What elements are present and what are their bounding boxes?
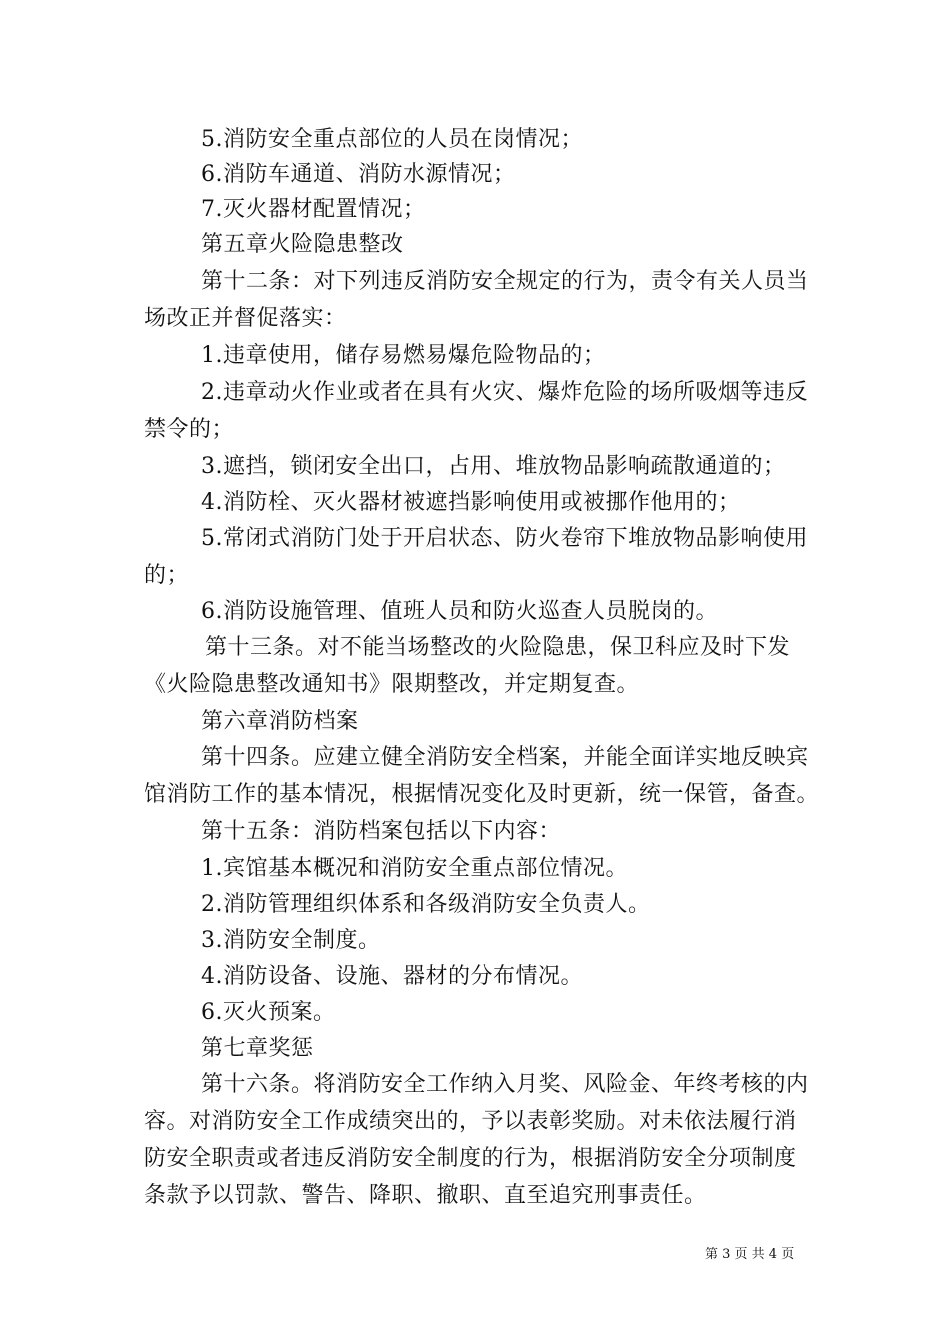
article-16-line-1: 第十六条。将消防安全工作纳入月奖、风险金、年终考核的内 (201, 1072, 809, 1097)
article-14-line-2: 馆消防工作的基本情况，根据情况变化及时更新，统一保管，备查。 (144, 782, 820, 807)
list-item-6-fire-lanes: 6.消防车通道、消防水源情况； (201, 162, 516, 187)
article-12-item-2-line-1: 2.违章动火作业或者在具有火灾、爆炸危险的场所吸烟等违反 (201, 380, 808, 405)
article-15-heading: 第十五条：消防档案包括以下内容： (201, 819, 562, 844)
article-12-line-2: 场改正并督促落实： (144, 306, 347, 331)
article-15-item-4: 4.消防设备、设施、器材的分布情况。 (201, 964, 583, 989)
article-14-line-1: 第十四条。应建立健全消防安全档案，并能全面详实地反映宾 (201, 745, 809, 770)
article-12-item-4: 4.消防栓、灭火器材被遮挡影响使用或被挪作他用的； (201, 490, 741, 515)
chapter-6-heading: 第六章消防档案 (201, 709, 359, 734)
article-16-line-3: 防安全职责或者违反消防安全制度的行为，根据消防安全分项制度 (144, 1146, 797, 1171)
article-15-item-2: 2.消防管理组织体系和各级消防安全负责人。 (201, 892, 651, 917)
list-item-5-key-area-staff: 5.消防安全重点部位的人员在岗情况； (201, 127, 583, 152)
list-item-7-equipment-config: 7.灭火器材配置情况； (201, 197, 426, 222)
article-12-item-1: 1.违章使用，储存易燃易爆危险物品的； (201, 343, 606, 368)
article-12-item-5-line-1: 5.常闭式消防门处于开启状态、防火卷帘下堆放物品影响使用 (201, 526, 808, 551)
article-15-item-3: 3.消防安全制度。 (201, 928, 381, 953)
article-12-item-2-line-2: 禁令的； (144, 417, 235, 442)
article-12-line-1: 第十二条：对下列违反消防安全规定的行为，责令有关人员当 (201, 269, 809, 294)
chapter-7-heading: 第七章奖惩 (201, 1036, 314, 1061)
page-number-footer: 第 3 页 共 4 页 (705, 1247, 795, 1262)
article-12-item-3: 3.遮挡，锁闭安全出口，占用、堆放物品影响疏散通道的； (201, 454, 786, 479)
article-16-line-4: 条款予以罚款、警告、降职、撤职、直至追究刑事责任。 (144, 1183, 707, 1208)
chapter-5-heading: 第五章火险隐患整改 (201, 232, 404, 257)
article-13-line-1: 第十三条。对不能当场整改的火险隐患，保卫科应及时下发 (205, 635, 791, 660)
article-12-item-6: 6.消防设施管理、值班人员和防火巡查人员脱岗的。 (201, 599, 718, 624)
article-12-item-5-line-2: 的； (144, 563, 190, 588)
article-15-item-1: 1.宾馆基本概况和消防安全重点部位情况。 (201, 856, 628, 881)
article-15-item-6: 6.灭火预案。 (201, 1000, 336, 1025)
article-16-line-2: 容。对消防安全工作成绩突出的，予以表彰奖励。对未依法履行消 (144, 1109, 797, 1134)
article-13-line-2: 《火险隐患整改通知书》限期整改，并定期复查。 (144, 672, 640, 697)
